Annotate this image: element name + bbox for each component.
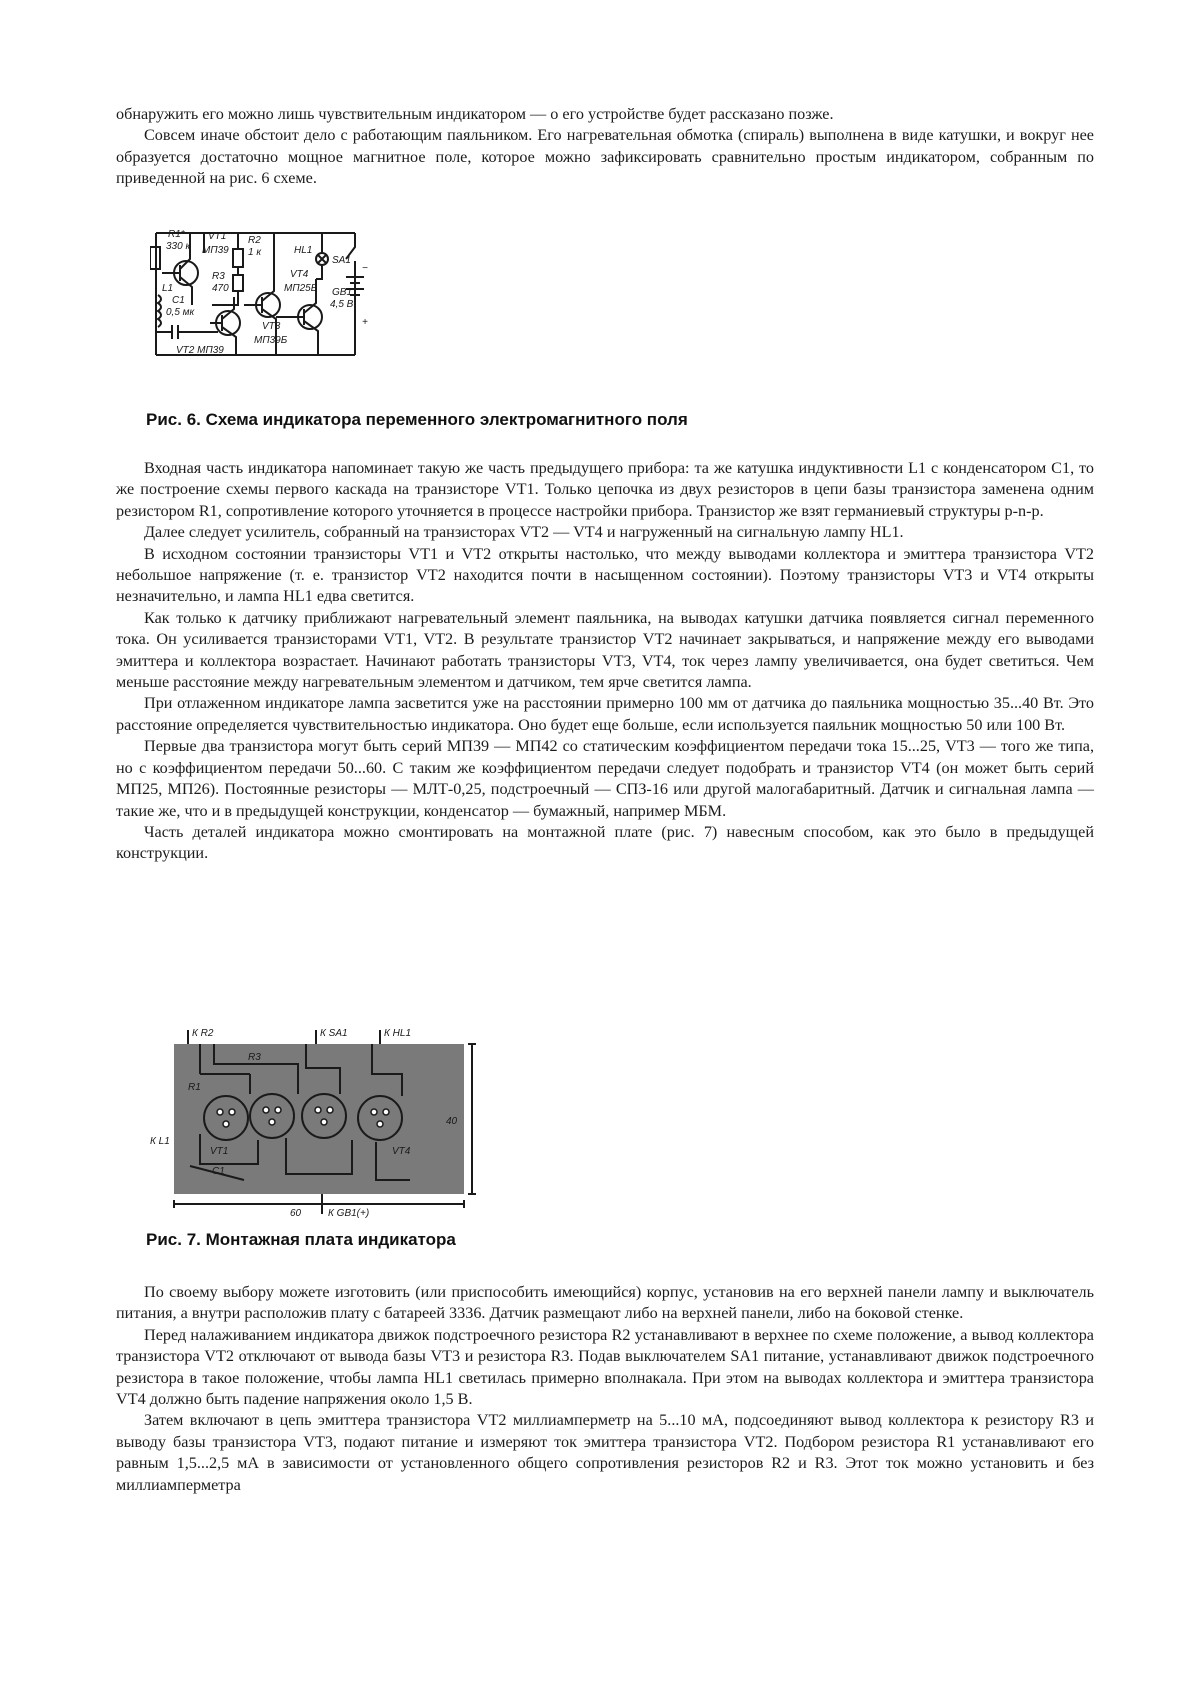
label-gb1: GB1: [332, 287, 353, 298]
label-vt4: VT4: [290, 269, 309, 280]
text-block-bottom: [116, 1282, 1094, 1496]
label-board-width: 60: [290, 1208, 302, 1219]
label-l1: L1: [162, 283, 174, 294]
paragraph: Входная часть индикатора напоминает такую же часть предыдущего прибора: та же катушка индуктивности L1 с конденсатором C1, то же построение схемы первого каскада на транзисторе VT1. Только цепочка из двух резисторов в цепи базы транзистора заменена одним резистором R1, сопротивление которого уточняется в процессе настройки прибора. Транзистор же взят германиевый структуры p-n-p.: [116, 459, 1094, 520]
label-sa1: SA1: [332, 255, 351, 266]
label-k-sa1: К SA1: [320, 1028, 348, 1039]
label-k-hl1: К HL1: [384, 1028, 412, 1039]
paragraph: Далее следует усилитель, собранный на транзисторах VT2 — VT4 и нагруженный на сигнальную лампу HL1.: [144, 523, 904, 542]
label-r2-value: 1 к: [248, 247, 262, 258]
label-c1-value: 0,5 мк: [166, 307, 195, 318]
text-block-middle: [116, 458, 1094, 865]
figure-7-caption: Рис. 7. Монтажная плата индикатора: [146, 1230, 456, 1249]
label-board-vt1: VT1: [210, 1146, 229, 1157]
paragraph: По своему выбору можете изготовить (или приспособить имеющийся) корпус, установив на его верхней панели лампу и выключатель питания, а внутри расположив плату с батареей 3336. Датчик размещают либо на верхней панели, либо на боковой стенке.: [116, 1283, 1094, 1323]
label-minus: −: [362, 263, 368, 274]
label-vt3: VT3: [262, 321, 281, 332]
resistor-r3: [233, 275, 243, 291]
paragraph: Перед налаживанием индикатора движок подстроечного резистора R2 устанавливают в верхнее по схеме положение, а вывод коллектора транзистора VT2 отключают от вывода базы VT3 и резистора R3. Подав выключателем SA1 питание, устанавливают движок подстроечного резистора в такое положение, чтобы лампа HL1 светилась примерно вполнакала. При этом на выводах коллектора и эмиттера транзистора VT4 должно быть падение напряжения около 1,5 В.: [116, 1325, 1094, 1409]
figure-6-schematic: [150, 225, 408, 397]
paragraph: В исходном состоянии транзисторы VT1 и VT2 открыты настолько, что между выводами коллектора и эмиттера транзистора VT2 небольшое напряжение (т. е. транзистор VT2 находится почти в насыщенном состоянии). Поэтому транзисторы VT3 и VT4 открыты незначительно, и лампа HL1 едва светится.: [116, 544, 1094, 606]
paragraph: Затем включают в цепь эмиттера транзистора VT2 миллиамперметр на 5...10 мА, подсоединяют вывод коллектора к резистору R3 и выводу базы транзистора VT3, подают питание и измеряют ток эмиттера транзистора VT2. Подбором резистора R1 устанавливают его равным 1,5...2,5 мА в зависимости от установленного общего сопротивления резисторов R2 и R3. Этот ток можно установить и без миллиамперметра: [116, 1411, 1094, 1494]
label-board-height: 40: [446, 1116, 458, 1127]
label-r2: R2: [248, 235, 261, 246]
label-plus: +: [362, 317, 368, 328]
text-block-top: [116, 104, 1094, 190]
label-k-r2: К R2: [192, 1028, 214, 1039]
inductor-l1: [158, 295, 161, 327]
label-vt3-type: МП39Б: [254, 335, 288, 346]
label-board-r3: R3: [248, 1052, 261, 1063]
label-vt1-type: МП39: [202, 245, 229, 256]
label-vt4-type: МП25Б: [284, 283, 318, 294]
figure-7-board: [140, 1024, 480, 1220]
label-gb1-value: 4,5 В: [330, 299, 354, 310]
label-r3: R3: [212, 271, 225, 282]
label-k-l1: К L1: [150, 1136, 170, 1147]
label-vt1: VT1: [208, 231, 227, 242]
label-k-gb1: К GB1(+): [328, 1208, 370, 1219]
paragraph: Часть деталей индикатора можно смонтировать на монтажной плате (рис. 7) навесным способом, как это было в предыдущей конструкции.: [116, 822, 1094, 863]
paragraph: Как только к датчику приближают нагревательный элемент паяльника, на выводах катушки датчика появляется сигнал переменного тока. Он усиливается транзисторами VT1, VT2. В результате транзистор VT2 начинает закрываться, и напряжение между его выводами эмиттера и коллектора возрастает. Начинают работать транзисторы VT3, VT4, ток через лампу увеличивается, она будет светиться. Чем меньше расстояние между нагревательным элементом и датчиком, тем ярче светится лампа.: [116, 608, 1094, 692]
paragraph: При отлаженном индикаторе лампа засветится уже на расстоянии примерно 100 мм от датчика до паяльника мощностью 35...40 Вт. Это расстояние определяется чувствительностью индикатора. Оно будет еще больше, если используется паяльник мощностью 50 или 100 Вт.: [116, 694, 1094, 734]
paragraph: Совсем иначе обстоит дело с работающим паяльником. Его нагревательная обмотка (спираль) выполнена в виде катушки, и вокруг нее образуется достаточно мощное магнитное поле, которое можно зафиксировать сравнительно простым индикатором, собранным по приведенной на рис. 6 схеме.: [116, 126, 1094, 188]
label-r1: R1*: [168, 229, 185, 240]
label-vt2: VT2 МП39: [176, 345, 224, 356]
capacitor-c1: [172, 325, 178, 339]
paragraph: Первые два транзистора могут быть серий МП39 — МП42 со статическим коэффициентом передачи тока 15...25, VT3 — того же типа, но с коэффициентом передачи 50...60. С таким же коэффициентом передачи следует подобрать и транзистор VT4 (он может быть серий МП25, МП26). Постоянные резисторы — МЛТ-0,25, подстроечный — СПЗ-16 или другой малогабаритный. Датчик и сигнальная лампа — такие же, что и в предыдущей конструкции, конденсатор — бумажный, например МБМ.: [116, 737, 1094, 820]
label-r1-value: 330 к: [166, 241, 191, 252]
label-board-vt4: VT4: [392, 1146, 411, 1157]
label-c1: C1: [172, 295, 185, 306]
label-r3-value: 470: [212, 283, 229, 294]
label-hl1: HL1: [294, 245, 313, 256]
label-board-r1: R1: [188, 1082, 201, 1093]
label-board-c1: C1: [212, 1166, 225, 1177]
trimmer-r2: [233, 249, 243, 267]
paragraph: обнаружить его можно лишь чувствительным индикатором — о его устройстве будет рассказано позже.: [116, 105, 834, 123]
figure-6-caption: Рис. 6. Схема индикатора переменного электромагнитного поля: [146, 410, 688, 429]
